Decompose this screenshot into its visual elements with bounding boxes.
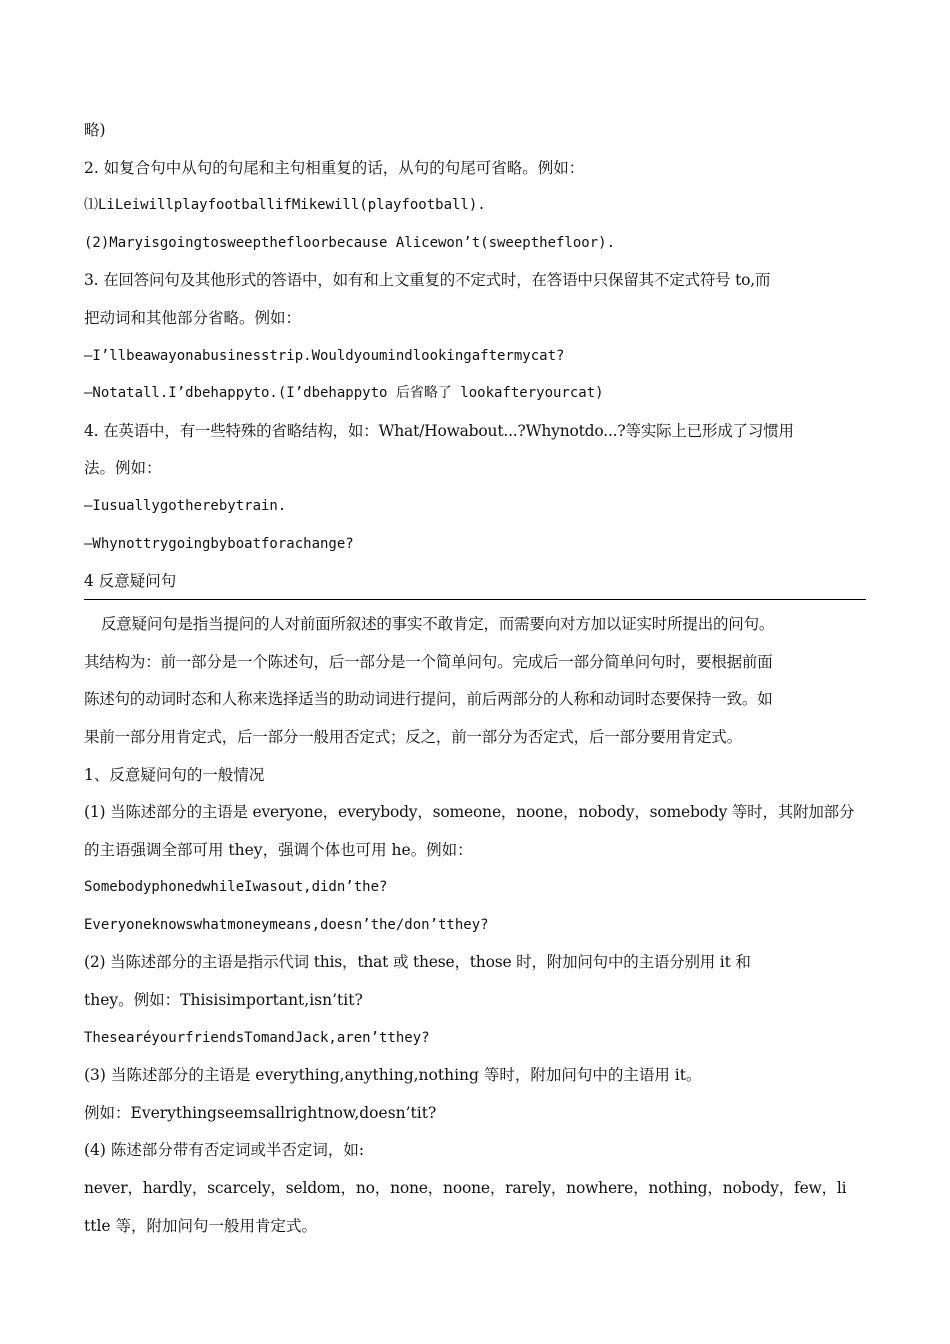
text-line: 2. 如复合句中从句的句尾和主句相重复的话，从句的句尾可省略。例如： [84, 158, 585, 177]
body-line: they。例如：Thisisimportant,isn’tit? [84, 991, 363, 1010]
example-line: —Whynottrygoingbyboatforachange? [84, 535, 354, 552]
subheading: 1、反意疑问句的一般情况 [84, 765, 265, 784]
body-line: 反意疑问句是指当提问的人对前面所叙述的事实不敢肯定，而需要向对方加以证实时所提出的问句。 [101, 615, 775, 634]
example-line: Everyoneknowswhatmoneymeans,doesn’the/don’tthey? [84, 916, 489, 933]
example-line: ThesearéyourfriendsTomandJack,aren’tthey? [84, 1029, 430, 1046]
example-line: ⑴LiLeiwillplayfootballifMikewill(playfootball). [84, 197, 486, 214]
body-line: (4) 陈述部分带有否定词或半否定词，如: [84, 1141, 365, 1160]
body-line: (3) 当陈述部分的主语是 everything,anything,nothing 等时，附加问句中的主语用 it。 [84, 1066, 702, 1085]
body-line: 的主语强调全部可用 they，强调个体也可用 he。例如： [84, 840, 473, 859]
body-line: ttle 等，附加问句一般用肯定式。 [84, 1216, 318, 1235]
example-line: SomebodyphonedwhileIwasout,didn’the? [84, 879, 388, 896]
example-line: —Notatall.I’dbehappyto.(I’dbehappyto 后省略了 lookafteryourcat) [84, 385, 604, 402]
example-line: —Iusuallygotherebytrain. [84, 497, 287, 514]
body-line: (2) 当陈述部分的主语是指示代词 this，that 或 these，those 时，附加问句中的主语分别用 it 和 [84, 953, 751, 972]
example-line: (2)Maryisgoingtosweepthefloorbecause Alicewon’t(sweepthefloor). [84, 234, 616, 251]
section-heading: 4 反意疑问句 [84, 563, 866, 600]
example-line: —I’llbeawayonabusinesstrip.Wouldyoumindlookingaftermycat? [84, 347, 565, 364]
text-line: 3. 在回答问句及其他形式的答语中，如有和上文重复的不定式时，在答语中只保留其不定式符号 to,而 [84, 271, 771, 290]
text-line: 把动词和其他部分省略。例如： [84, 308, 302, 327]
body-line: 例如：Everythingseemsallrightnow,doesn’tit? [84, 1103, 437, 1122]
text-line: 4. 在英语中，有一些特殊的省略结构，如：What/Howabout...?Whynotdo...?等实际上已形成了习惯用 [84, 421, 794, 440]
text-line: 法。例如： [84, 459, 162, 478]
text-line: 略) [84, 121, 106, 139]
body-line: 其结构为：前一部分是一个陈述句，后一部分是一个简单问句。完成后一部分简单问句时，要根据前面 [84, 652, 773, 671]
body-line: never，hardly，scarcely，seldom，no，none，noone，rarely，nowhere，nothing，nobody，few，li [84, 1179, 847, 1198]
document-page [84, 112, 866, 1245]
body-line: 果前一部分用肯定式，后一部分一般用否定式；反之，前一部分为否定式，后一部分要用肯定式。 [84, 727, 742, 746]
body-line: 陈述句的动词时态和人称来选择适当的助动词进行提问，前后两部分的人称和动词时态要保持一致。如 [84, 690, 773, 709]
body-line: (1) 当陈述部分的主语是 everyone，everybody，someone，noone，nobody，somebody 等时，其附加部分 [84, 803, 855, 822]
